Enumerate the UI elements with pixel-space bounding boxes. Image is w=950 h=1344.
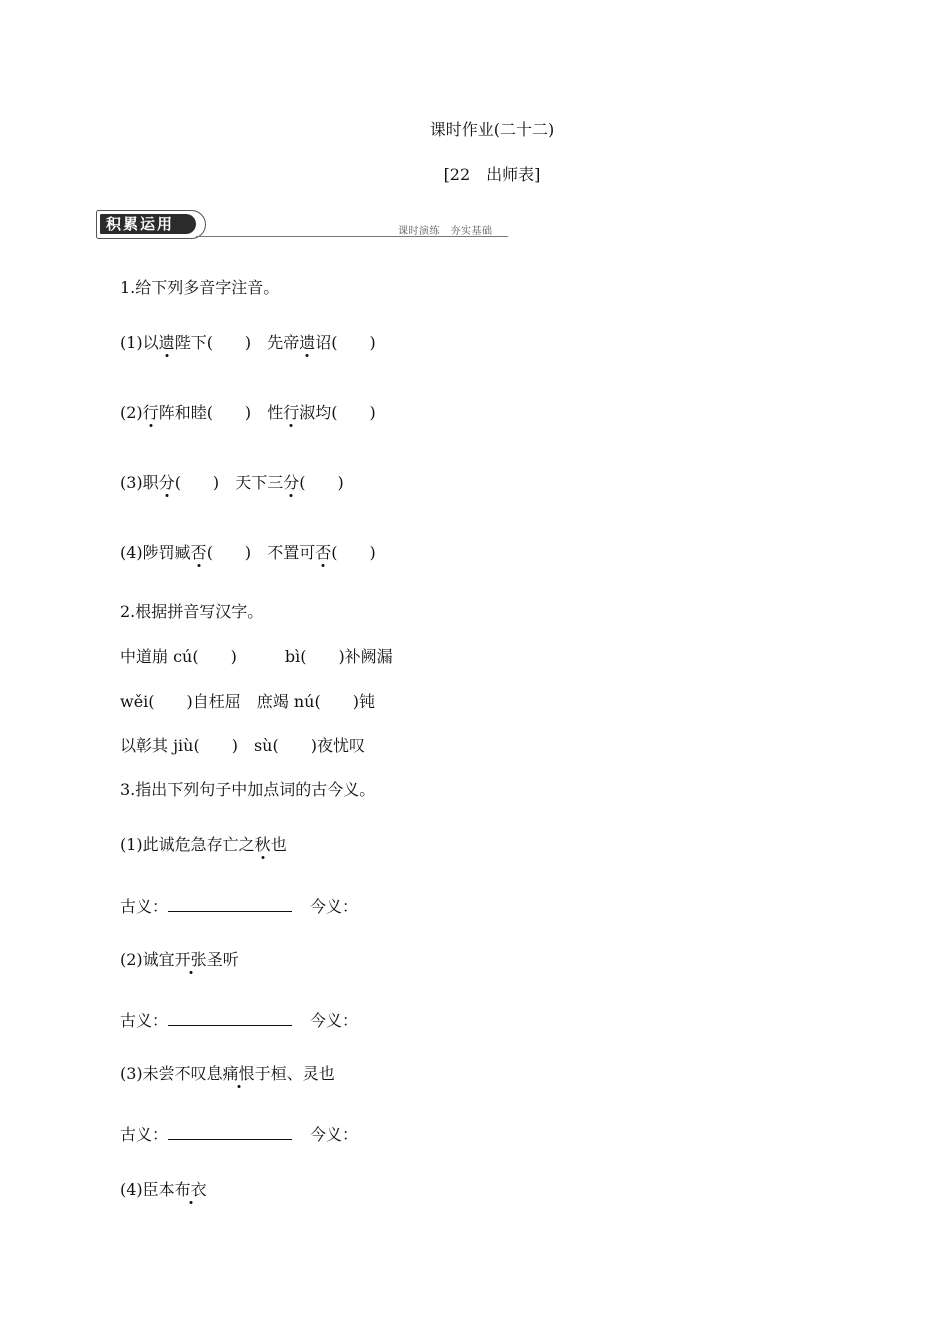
- q2-line: 以彰其 jiù( ) sù( )夜忧叹: [120, 736, 365, 755]
- dotted-word: 开张: [174, 950, 207, 969]
- item-text: (4)臣本: [120, 1180, 175, 1199]
- banner-label: 积累运用: [100, 214, 196, 234]
- item-text: 阵和睦( ): [158, 403, 252, 422]
- q1-item: [120, 543, 376, 563]
- item-text: 天下三: [219, 473, 284, 492]
- jin-label: 今义：: [310, 897, 359, 916]
- item-text: 性: [251, 403, 284, 422]
- item-text: ( ): [174, 473, 220, 492]
- q2-line: 中道崩 cú( ) bì( )补阙漏: [120, 647, 393, 666]
- item-text: 诏( ): [315, 333, 376, 352]
- item-text: 先帝: [251, 333, 300, 352]
- answer-line: [120, 1010, 358, 1031]
- section-banner: [96, 210, 508, 242]
- q2-line: wěi( )自枉屈 庶竭 nú( )钝: [120, 692, 375, 711]
- answer-blank[interactable]: [168, 1010, 292, 1026]
- banner-tab: [96, 210, 206, 239]
- item-text: (3)未尝不叹息: [120, 1064, 223, 1083]
- item-number: (1)以: [120, 333, 159, 352]
- gu-label: 古义：: [120, 897, 169, 916]
- item-text: (1)此诚危急存亡之: [120, 835, 255, 854]
- q1-prompt: 1.给下列多音字注音。: [120, 278, 280, 297]
- item-text: 不置可: [251, 543, 316, 562]
- banner-subtitle: 课时演练 夯实基础: [398, 226, 493, 237]
- item-number: (4)陟罚臧: [120, 543, 191, 562]
- q3-item: [120, 835, 287, 855]
- lesson-subtitle: [22 出师表]: [443, 165, 541, 184]
- answer-line: [120, 1124, 358, 1145]
- q3-prompt: 3.指出下列句子中加点词的古今义。: [120, 780, 376, 799]
- item-text: 陛下( ): [174, 333, 252, 352]
- answer-line: [120, 896, 358, 917]
- item-text: ( ): [299, 473, 344, 492]
- q3-item: [120, 1180, 207, 1200]
- q2-prompt: 2.根据拼音写汉字。: [120, 602, 264, 621]
- gu-label: 古义：: [120, 1011, 169, 1030]
- item-number: (2): [120, 403, 143, 422]
- q1-item: [120, 333, 376, 353]
- item-text: ( ): [206, 543, 252, 562]
- dotted-word: 布衣: [174, 1180, 207, 1199]
- dotted-word: 痛恨: [222, 1064, 255, 1083]
- dotted-char: 否: [190, 543, 207, 562]
- item-number: (3)职: [120, 473, 159, 492]
- dotted-char: 遗: [158, 333, 175, 352]
- answer-blank[interactable]: [168, 896, 292, 912]
- answer-blank[interactable]: [168, 1124, 292, 1140]
- q3-item: [120, 1064, 335, 1084]
- q1-item: [120, 473, 344, 493]
- item-text: 淑均( ): [299, 403, 376, 422]
- item-text: 也: [270, 835, 287, 854]
- dotted-char: 行: [142, 403, 159, 422]
- dotted-char: 分: [158, 473, 175, 492]
- gu-label: 古义：: [120, 1125, 169, 1144]
- dotted-word: 秋: [254, 835, 271, 854]
- dotted-char: 分: [283, 473, 300, 492]
- q1-item: [120, 403, 376, 423]
- page-title: 课时作业(二十二): [429, 120, 555, 139]
- dotted-char: 遗: [299, 333, 316, 352]
- dotted-char: 否: [315, 543, 332, 562]
- jin-label: 今义：: [310, 1011, 359, 1030]
- item-text: (2)诚宜: [120, 950, 175, 969]
- dotted-char: 行: [283, 403, 300, 422]
- item-text: ( ): [331, 543, 376, 562]
- item-text: 于桓、灵也: [254, 1064, 335, 1083]
- item-text: 圣听: [206, 950, 239, 969]
- q3-item: [120, 950, 239, 970]
- jin-label: 今义：: [310, 1125, 359, 1144]
